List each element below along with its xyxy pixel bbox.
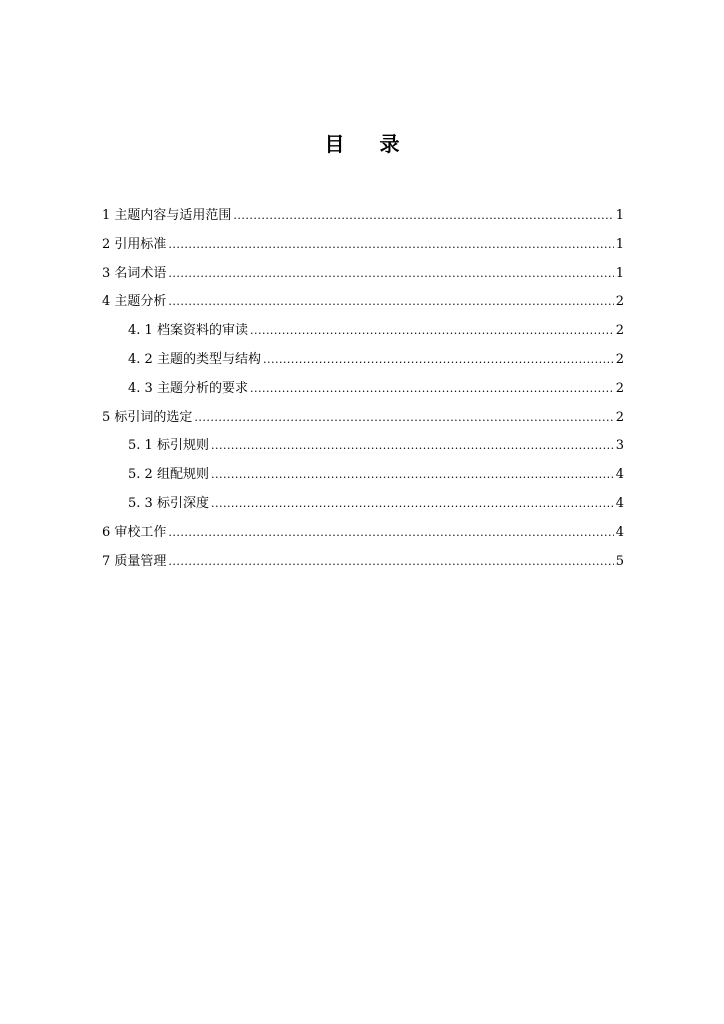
toc-subentry[interactable] <box>102 375 624 404</box>
toc-dot-leader <box>194 404 613 433</box>
toc-dot-leader <box>168 260 613 289</box>
toc-dot-leader <box>168 288 613 317</box>
toc-entry-text: 5 标引词的选定 <box>102 409 193 425</box>
toc-dot-leader <box>211 432 614 461</box>
toc-subentry[interactable] <box>102 317 624 346</box>
toc-page-number: 4 <box>615 495 624 511</box>
toc-entry-text: 2 引用标准 <box>102 236 167 252</box>
toc-page-number: 4 <box>615 524 624 540</box>
toc-dot-leader <box>211 461 614 490</box>
toc-subentry[interactable] <box>102 432 624 461</box>
toc-entry[interactable] <box>102 202 624 231</box>
toc-entry-text: 6 审校工作 <box>102 524 167 540</box>
toc-entry-text: 5. 1 标引规则 <box>128 438 209 454</box>
toc-page-number: 2 <box>615 351 624 367</box>
toc-page-number: 1 <box>615 236 624 252</box>
toc-dot-leader <box>168 231 613 260</box>
toc-page-number: 2 <box>615 323 624 339</box>
toc-entry[interactable] <box>102 231 624 260</box>
toc-entry-text: 7 质量管理 <box>102 553 167 569</box>
toc-entry-text: 5. 3 标引深度 <box>128 495 209 511</box>
toc-entry[interactable] <box>102 288 624 317</box>
toc-page-number: 3 <box>615 438 624 454</box>
toc-subentry[interactable] <box>102 461 624 490</box>
toc-entry-text: 4. 2 主题的类型与结构 <box>128 351 261 367</box>
toc-entry[interactable] <box>102 548 624 577</box>
toc-dot-leader <box>250 375 614 404</box>
toc-entry[interactable] <box>102 519 624 548</box>
toc-entry-text: 4. 1 档案资料的审读 <box>128 323 248 339</box>
toc-dot-leader <box>168 519 613 548</box>
toc-entry-text: 3 名词术语 <box>102 265 167 281</box>
toc-subentry[interactable] <box>102 490 624 519</box>
toc-title: 目 录 <box>324 132 414 156</box>
toc-page-number: 2 <box>615 294 624 310</box>
toc-subentry[interactable] <box>102 346 624 375</box>
toc-dot-leader <box>211 490 614 519</box>
toc-entry-text: 1 主题内容与适用范围 <box>102 208 232 223</box>
toc-entry-text: 4. 3 主题分析的要求 <box>128 380 248 396</box>
toc-dot-leader <box>168 548 613 577</box>
toc-page-number: 1 <box>615 265 624 281</box>
toc-entry[interactable] <box>102 260 624 289</box>
toc-list <box>102 202 624 576</box>
toc-dot-leader <box>233 202 613 231</box>
toc-page-number: 2 <box>615 409 624 425</box>
toc-page-number: 1 <box>615 208 624 223</box>
toc-page-number: 5 <box>615 553 624 569</box>
toc-dot-leader <box>250 317 614 346</box>
toc-entry-text: 4 主题分析 <box>102 294 167 310</box>
toc-entry[interactable] <box>102 404 624 433</box>
toc-dot-leader <box>263 346 614 375</box>
toc-page-number: 4 <box>615 467 624 483</box>
toc-page-number: 2 <box>615 380 624 396</box>
toc-entry-text: 5. 2 组配规则 <box>128 467 209 483</box>
